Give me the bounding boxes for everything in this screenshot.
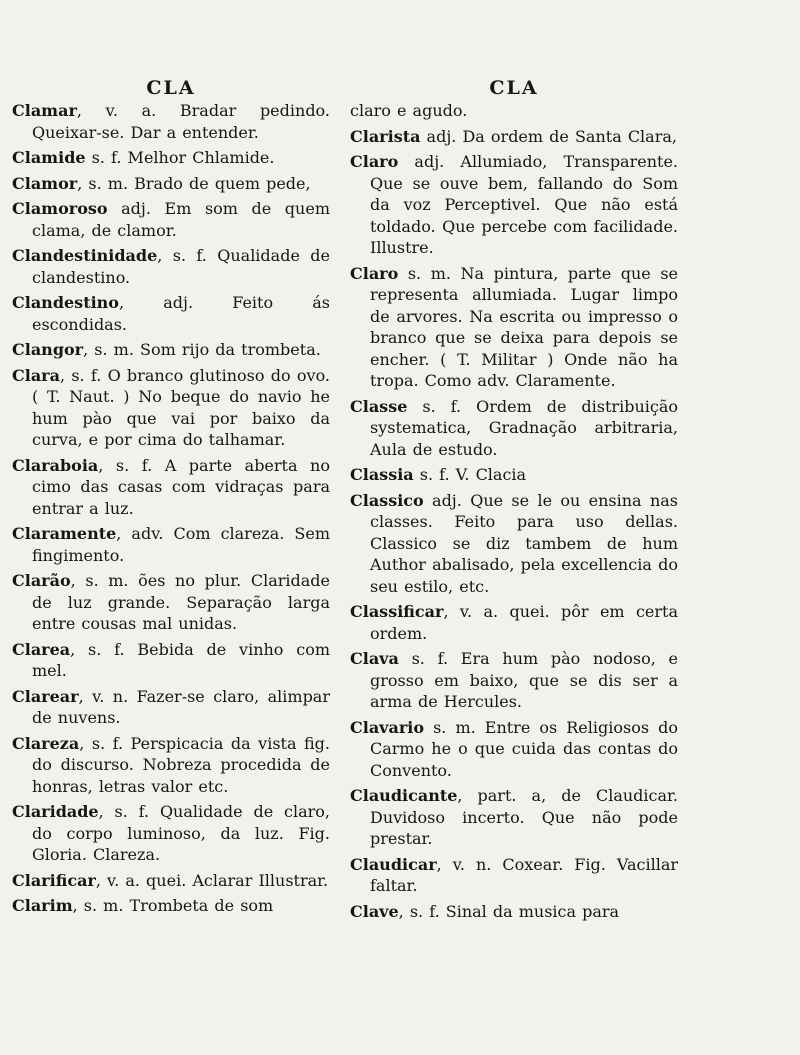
entry-headword: Clara [12,365,60,385]
entry-definition: s. m. Na pintura, parte que se representa allumiada. Lugar limpo de arvores. Na escrita ou impresso o branco que se deixa para depois se encher. ( T. Militar ) Onde não ha tropa. Como adv. Claramente. [370,263,678,390]
dictionary-entry [350,901,678,923]
entry-definition: , s. f. Perspicacia da vista fig. do discurso. Nobreza procedida de honras, letras valor etc. [32,733,330,796]
entry-headword: Claro [350,263,399,283]
entry-definition: , s. m. Trombeta de som [72,896,274,915]
entry-definition: , s. f. Qualidade de clandestino. [32,246,330,287]
entry-headword: Clamide [12,148,86,167]
running-header-left: CLA [146,77,196,99]
entry-definition: , s. f. O branco glutinoso do ovo. ( T. Naut. ) No beque do navio he hum pào que vai por baixo da curva, e por cima do talhamar. [32,365,330,449]
dictionary-entry [12,198,330,241]
entry-definition: , v. a. Bradar pedindo. Queixar-se. Dar a entender. [32,101,330,142]
dictionary-entry [12,639,330,682]
entry-list-right [350,100,678,922]
dictionary-entry [12,100,330,143]
entry-headword: Clavario [350,717,425,737]
dictionary-entry [12,733,330,798]
dictionary-entry [12,523,330,566]
entry-headword: Clava [350,649,399,668]
dictionary-entry [12,147,330,169]
dictionary-entry [350,151,678,259]
entry-definition: s. f. Melhor Chlamide. [85,148,275,167]
entry-headword: Clamor [12,173,78,193]
entry-headword: Clamoroso [12,199,108,218]
dictionary-entry [12,339,330,361]
entry-headword: Claudicante [350,786,458,805]
entry-definition: , v. a. quei. Aclarar Illustrar. [95,870,329,890]
entry-headword: Clarim [12,896,73,915]
dictionary-entry [12,570,330,635]
dictionary-entry [350,601,678,644]
entry-headword: Classificar [350,602,444,621]
entry-headword: Classico [350,490,424,510]
dictionary-entry [350,396,678,461]
dictionary-entry [12,365,330,451]
dictionary-entry [350,263,678,392]
entry-headword: Clarão [12,571,71,590]
dictionary-entry [350,717,678,782]
entry-headword: Claramente [12,524,117,543]
entry-definition: adj. Da ordem de Santa Clara, [420,126,677,146]
entry-headword: Clamar [12,101,77,120]
entry-headword: Clarificar [12,870,96,890]
entry-definition: , part. a, de Claudicar. Duvidoso incerto. Que não pode prestar. [370,786,678,848]
entry-definition: , s. f. Qualidade de claro, do corpo luminoso, da luz. Fig. Gloria. Clareza. [32,802,330,864]
entry-headword: Claraboia [12,455,99,475]
dictionary-entry [12,292,330,335]
entry-headword: Clave [350,901,399,921]
entry-headword: Clarista [350,126,421,146]
dictionary-entry [350,854,678,897]
entry-definition: , s. f. Bebida de vinho com mel. [32,639,330,680]
entry-headword: Clarea [12,639,71,659]
entry-definition: adj. Allumiado, Transparente. Que se ouve bem, fallando do Som da voz Perceptivel. Que não está toldado. Que percebe com facilidade. Illustre. [370,152,678,257]
entry-definition: s. f. V. Clacia [413,465,527,484]
left-column [12,76,330,921]
entry-headword: Clandestino [12,293,119,312]
dictionary-entry [12,245,330,288]
entry-headword: Clareza [12,733,80,753]
dictionary-entry [350,126,678,148]
entry-definition: , adv. Com clareza. Sem fingimento. [32,524,330,565]
entry-definition: , s. f. Sinal da musica para [398,901,620,921]
entry-definition: , v. n. Fazer-se claro, alimpar de nuvens. [32,686,330,727]
entry-list-left [12,100,330,917]
entry-headword: Claridade [12,802,99,821]
entry-definition: , s. m. Brado de quem pede, [77,173,311,193]
entry-definition: , s. m. Som rijo da trombeta. [83,340,321,359]
dictionary-entry [350,100,678,122]
dictionary-entry [12,455,330,520]
entry-headword: Classe [350,396,408,416]
dictionary-entry [12,686,330,729]
entry-definition: adj. Que se le ou ensina nas classes. Feito para uso dellas. Classico se diz tambem de hum Author abalisado, pela excellencia do seu estilo, etc. [370,490,678,596]
dictionary-entry [12,870,330,892]
dictionary-entry [12,173,330,195]
running-header-right: CLA [489,77,539,99]
dictionary-entry [12,801,330,866]
entry-definition: , s. f. A parte aberta no cimo das casas com vidraças para entrar a luz. [32,455,330,518]
right-column [350,76,678,926]
dictionary-entry [350,464,678,486]
entry-headword: Clandestinidade [12,246,158,265]
entry-definition: s. m. Entre os Religiosos do Carmo he o que cuida das contas do Convento. [370,717,678,780]
dictionary-entry [12,895,330,917]
entry-headword: Clarear [12,686,79,706]
entry-definition: s. f. Era hum pào nodoso, e grosso em baixo, que se dis ser a arma de Hercules. [370,649,678,711]
entry-definition: , adj. Feito ás escondidas. [32,293,330,334]
dictionary-entry [350,490,678,598]
entry-headword: Claudicar [350,854,437,874]
entry-definition: claro e agudo. [350,101,468,120]
dictionary-entry [350,648,678,713]
dictionary-entry [350,785,678,850]
entry-headword: Clangor [12,340,84,359]
entry-definition: s. f. Ordem de distribuição systematica, Gradnação arbitraria, Aula de estudo. [370,396,678,459]
entry-headword: Classia [350,465,414,484]
entry-definition: , v. a. quei. pôr em certa ordem. [370,602,678,643]
entry-headword: Claro [350,152,399,171]
entry-definition: , s. m. ões no plur. Claridade de luz grande. Separação larga entre cousas mal unidas. [32,571,330,633]
entry-definition: adj. Em som de quem clama, de clamor. [32,199,330,240]
entry-definition: , v. n. Coxear. Fig. Vacillar faltar. [370,854,678,895]
